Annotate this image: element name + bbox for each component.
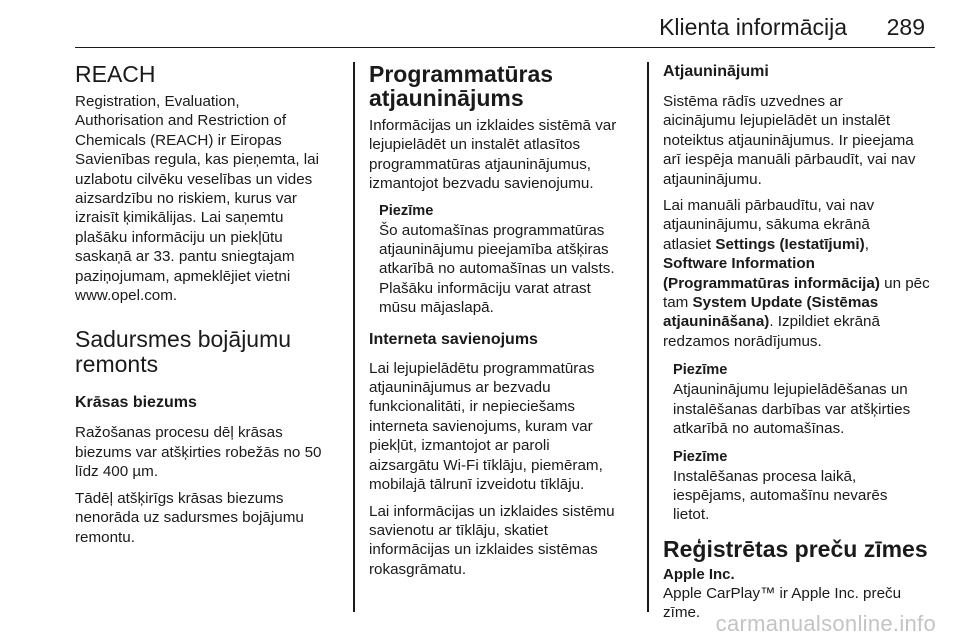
updates-paragraph-2: Lai manuāli pārbaudītu, vai nav atjauninājumu, sākuma ekrānā atlasiet Settings (Iestatījumi), Software Information (Programmatūras informācija) un pēc tam System Update (Sistēmas atjaunināšana). Izpildiet ekrānā redzamos norādījumus. xyxy=(663,197,930,350)
note-download-install xyxy=(673,361,935,438)
settings-menu-path: Settings (Iestatījumi) xyxy=(715,235,865,253)
note-label: Piezīme xyxy=(379,202,434,219)
software-information-menu-path: Software Information xyxy=(663,255,815,273)
note-installation xyxy=(673,448,935,525)
paint-paragraph-2: Tādēļ atšķirīgs krāsas biezums nenorāda uz sadursmes bojājumu remontu. xyxy=(75,489,304,546)
internet-connection-heading: Interneta savienojums xyxy=(369,330,538,348)
apple-inc-heading: Apple Inc. xyxy=(663,565,735,583)
software-update-heading: Programmatūras atjauninājums xyxy=(369,61,554,111)
note-label: Piezīme xyxy=(673,448,728,465)
reach-paragraph: Registration, Evaluation, Authorisation and Restriction of Chemicals (REACH) ir Eiropas Savienības regula, kas pieņemta, lai uzlabotu cilvēku veselības un vides aizsardzību no riskiem, kurus var izraisīt ķimikālijas. Lai saņemtu plašāku informāciju un piekļūtu saskaņā ar 33. pantu sniegtajam paziņojumam, apmeklējiet vietni www.opel.com. xyxy=(75,93,319,305)
column-divider-left xyxy=(353,62,355,612)
column-divider-right xyxy=(647,62,649,612)
column-middle xyxy=(369,62,637,579)
paint-thickness-heading: Krāsas biezums xyxy=(75,394,197,412)
column-left xyxy=(75,62,343,547)
updates-paragraph-1: Sistēma rādīs uzvednes ar aicinājumu lejupielādēt un instalēt noteiktus atjauninājumus. Ir pieejama arī iespēja manuāli pārbaudīt, vai nav atjauninājumu. xyxy=(663,93,916,188)
updates-heading: Atjauninājumi xyxy=(663,63,769,80)
note-text: Instalēšanas procesa laikā, iespējams, automašīnu nevarēs lietot. xyxy=(673,467,888,524)
internet-paragraph-1: Lai lejupielādētu programmatūras atjauninājumus ar bezvadu funkcionalitāti, ir nepieciešams interneta savienojums, kuram var piekļūt, izmantojot ar paroli aizsargātu Wi-Fi tīklāju, piemēram, mobilajā tālrunī izveidotu tīklāju. xyxy=(369,359,603,494)
system-update-menu-path: System Update (Sistēmas xyxy=(692,294,879,312)
note-text: Šo automašīnas programmatūras atjauninājumu pieejamība atšķiras atkarībā no automašīnas un valsts. Plašāku informāciju varat atrast mūsu mājaslapā. xyxy=(379,221,615,317)
paint-paragraph-1: Ražošanas procesu dēļ krāsas biezums var atšķirties robežās no 50 līdz 400 µm. xyxy=(75,424,322,481)
collision-repair-heading: Sadursmes bojājumu remonts xyxy=(75,326,292,378)
column-right xyxy=(663,62,935,623)
header-title: Klienta informācija xyxy=(659,14,847,40)
note-text: Atjauninājumu lejupielādēšanas un instalēšanas darbības var atšķirties atkarībā no automašīnas. xyxy=(673,381,911,438)
page-number: 289 xyxy=(886,14,925,40)
reach-heading: REACH xyxy=(75,61,156,87)
software-paragraph: Informācijas un izklaides sistēmā var lejupielādēt un instalēt atlasītos programmatūras atjauninājumus, izmantojot bezvadu savienojumu. xyxy=(369,117,617,193)
watermark: carmanualsonline.info xyxy=(715,611,936,636)
note-label: Piezīme xyxy=(673,362,728,379)
internet-paragraph-2: Lai informācijas un izklaides sistēmu savienotu ar tīklāju, skatiet informācijas un izklaides sistēmas rokasgrāmatu. xyxy=(369,502,615,578)
page-header xyxy=(75,0,935,48)
note-availability xyxy=(379,202,637,318)
trademarks-heading: Reģistrētas preču zīmes xyxy=(663,535,928,562)
apple-paragraph: Apple CarPlay™ ir Apple Inc. preču zīme. xyxy=(663,584,902,622)
